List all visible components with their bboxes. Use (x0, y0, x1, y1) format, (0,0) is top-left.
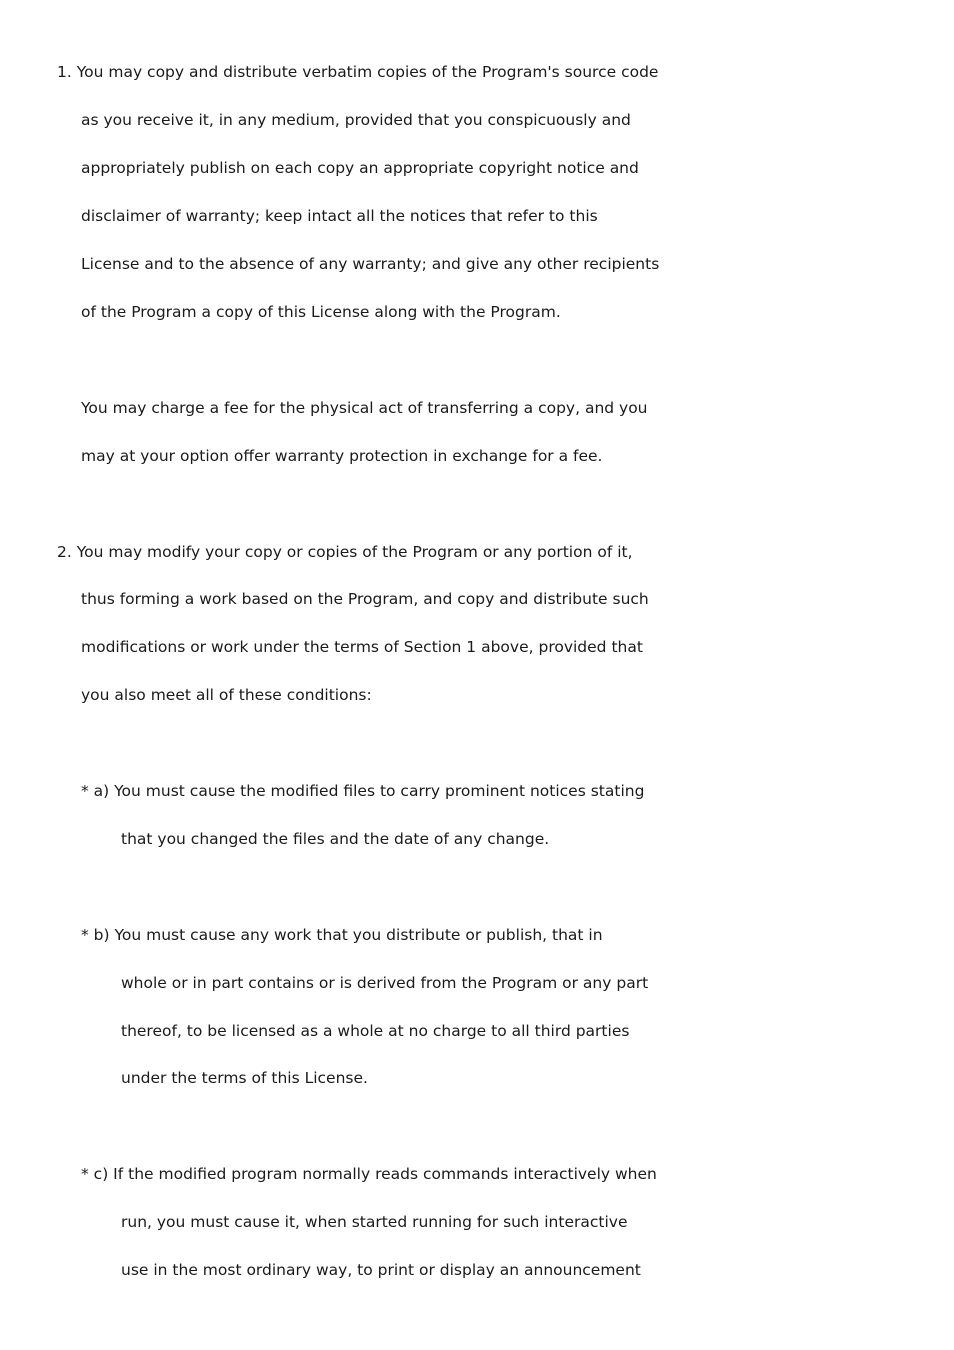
condition-b-line: * b) You must cause any work that you distribute or publish, that in (81, 926, 603, 944)
section1-line: of the Program a copy of this License along with the Program. (81, 303, 561, 321)
condition-b-line: under the terms of this License. (121, 1069, 368, 1087)
condition-c-line: use in the most ordinary way, to print or display an announcement (121, 1261, 641, 1279)
section1-line: disclaimer of warranty; keep intact all the notices that refer to this (81, 207, 598, 225)
fee-paragraph-line: may at your option offer warranty protection in exchange for a fee. (81, 447, 603, 465)
section1-line: as you receive it, in any medium, provided that you conspicuously and (81, 111, 631, 129)
section2-line: you also meet all of these conditions: (81, 686, 372, 704)
condition-a-line: that you changed the files and the date of any change. (121, 830, 550, 848)
condition-a-line: * a) You must cause the modified files to carry prominent notices stating (81, 782, 645, 800)
section1-line: 1. You may copy and distribute verbatim copies of the Program's source code (57, 63, 659, 81)
section2-line: 2. You may modify your copy or copies of the Program or any portion of it, (57, 543, 633, 561)
section2-line: modifications or work under the terms of Section 1 above, provided that (81, 638, 643, 656)
condition-b-line: thereof, to be licensed as a whole at no charge to all third parties (121, 1022, 630, 1040)
section2-line: thus forming a work based on the Program, and copy and distribute such (81, 590, 649, 608)
condition-c-line: * c) If the modified program normally reads commands interactively when (81, 1165, 657, 1183)
fee-paragraph-line: You may charge a fee for the physical act of transferring a copy, and you (81, 399, 648, 417)
section1-line: appropriately publish on each copy an appropriate copyright notice and (81, 159, 639, 177)
condition-c-line: run, you must cause it, when started running for such interactive (121, 1213, 628, 1231)
section1-line: License and to the absence of any warranty; and give any other recipients (81, 255, 660, 273)
condition-b-line: whole or in part contains or is derived from the Program or any part (121, 974, 649, 992)
